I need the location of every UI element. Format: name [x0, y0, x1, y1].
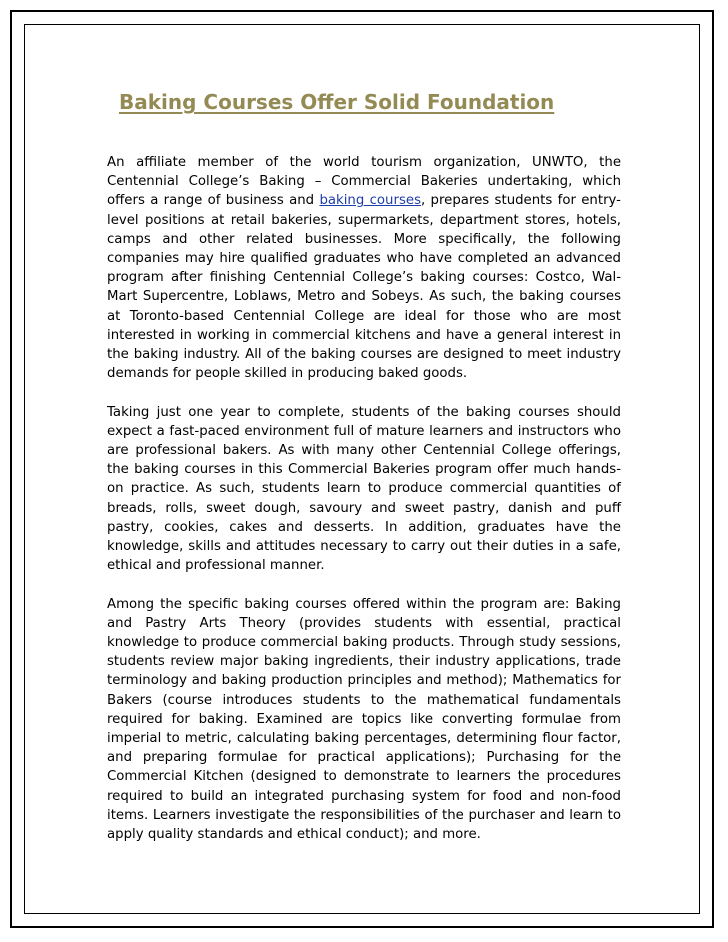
document-body	[107, 88, 621, 863]
baking-courses-link[interactable]: baking courses	[319, 193, 421, 209]
page-title: Baking Courses Offer Solid Foundation	[119, 90, 555, 114]
paragraph-intro	[107, 153, 621, 383]
paragraph-program-overview: Taking just one year to complete, students of the baking courses should expect a fast-paced environment full of mature learners and instructors who are professional bakers. As with many other Centennial College offerings, the baking courses in this Commercial Bakeries program offer much hands-on practice. As such, students learn to produce commercial quantities of breads, rolls, sweet dough, savoury and sweet pastry, danish and puff pastry, cookies, cakes and desserts. In addition, graduates have the knowledge, skills and attitudes necessary to carry out their duties in a safe, ethical and professional manner.	[107, 404, 621, 574]
paragraph-course-list: Among the specific baking courses offered within the program are: Baking and Pastry Arts Theory (provides students with essential, practical knowledge to produce commercial baking products. Through study sessions, students review major baking ingredients, their industry applications, trade terminology and baking production principles and method); Mathematics for Bakers (course introduces students to the mathematical fundamentals required for baking. Examined are topics like converting formulae from imperial to metric, calculating baking percentages, determining flour factor, and preparing formulae for practical applications); Purchasing for the Commercial Kitchen (designed to demonstrate to learners the procedures required to build an integrated purchasing system for food and non-food items. Learners investigate the responsibilities of the purchaser and learn to apply quality standards and ethical conduct); and more.	[107, 596, 621, 843]
paragraph-intro-text-start: An affiliate member of the world tourism organization, UNWTO, the Centennial College’s Baking – Commercial Bakeries undertaking, which offers a range of business and	[107, 155, 621, 209]
paragraph-intro-text-end: , prepares students for entry-level positions at retail bakeries, supermarkets, department stores, hotels, camps and other related businesses. More specifically, the following companies may hire qualified graduates who have completed an advanced program after finishing Centennial College’s baking courses: Costco, Wal-Mart Supercentre, Loblaws, Metro and Sobeys. As such, the baking courses at Toronto-based Centennial College are ideal for those who are most interested in working in commercial kitchens and have a general interest in the baking industry. All of the baking courses are designed to meet industry demands for people skilled in producing baked goods.	[107, 193, 621, 382]
